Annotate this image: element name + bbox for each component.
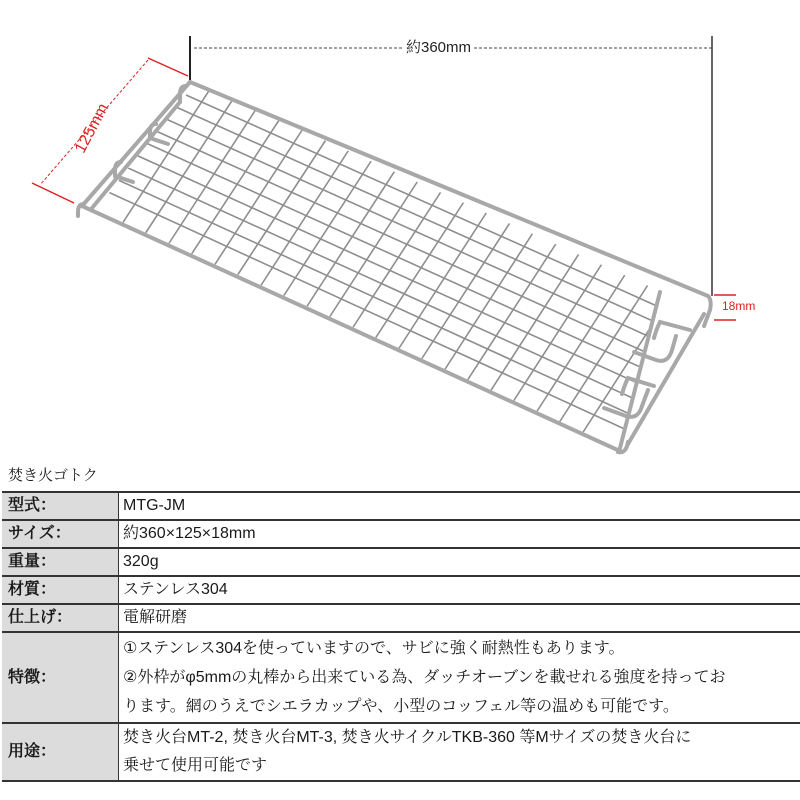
width-dimension-label: 125mm xyxy=(72,100,113,156)
spec-label: 用途： xyxy=(2,723,119,781)
spec-value: 約360×125×18mm xyxy=(119,520,800,548)
spec-value: MTG-JM xyxy=(119,492,800,520)
spec-row-usage xyxy=(2,723,800,781)
spec-label: 材質： xyxy=(2,576,119,604)
spec-table xyxy=(2,491,800,782)
spec-label: 仕上げ： xyxy=(2,604,119,632)
spec-label: サイズ： xyxy=(2,520,119,548)
spec-row-material xyxy=(2,576,800,604)
spec-row-size xyxy=(2,520,800,548)
spec-value: 320g xyxy=(119,548,800,576)
usage-line: 乗せて使用可能です xyxy=(123,757,268,774)
product-caption: 焚き火ゴトク xyxy=(8,466,98,484)
spec-row-weight xyxy=(2,548,800,576)
spec-value: ステンレス304 xyxy=(119,576,800,604)
usage-line: 焚き火台MT-2, 焚き火台MT-3, 焚き火サイクルTKB-360 等Mサイズの焚き火台に xyxy=(123,729,692,746)
feature-line: ②外枠がφ5mmの丸棒から出来ている為、ダッチオーブンを載せれる強度を持ってお xyxy=(123,669,726,686)
feature-line: ①ステンレス304を使っていますので、サビに強く耐熱性もあります。 xyxy=(123,640,625,657)
height-dimension-label: 18mm xyxy=(722,299,756,313)
spec-row-model xyxy=(2,492,800,520)
spec-value xyxy=(119,723,800,781)
spec-label: 特徴： xyxy=(2,632,119,723)
feature-line: ります。網のうえでシエラカップや、小型のコッフェル等の温めも可能です。 xyxy=(123,698,679,715)
spec-value: 電解研磨 xyxy=(119,604,800,632)
spec-label: 型式： xyxy=(2,492,119,520)
length-dimension-label: 約360mm xyxy=(404,36,473,57)
spec-value xyxy=(119,632,800,723)
spec-row-finish xyxy=(2,604,800,632)
spec-label: 重量： xyxy=(2,548,119,576)
spec-row-features xyxy=(2,632,800,723)
